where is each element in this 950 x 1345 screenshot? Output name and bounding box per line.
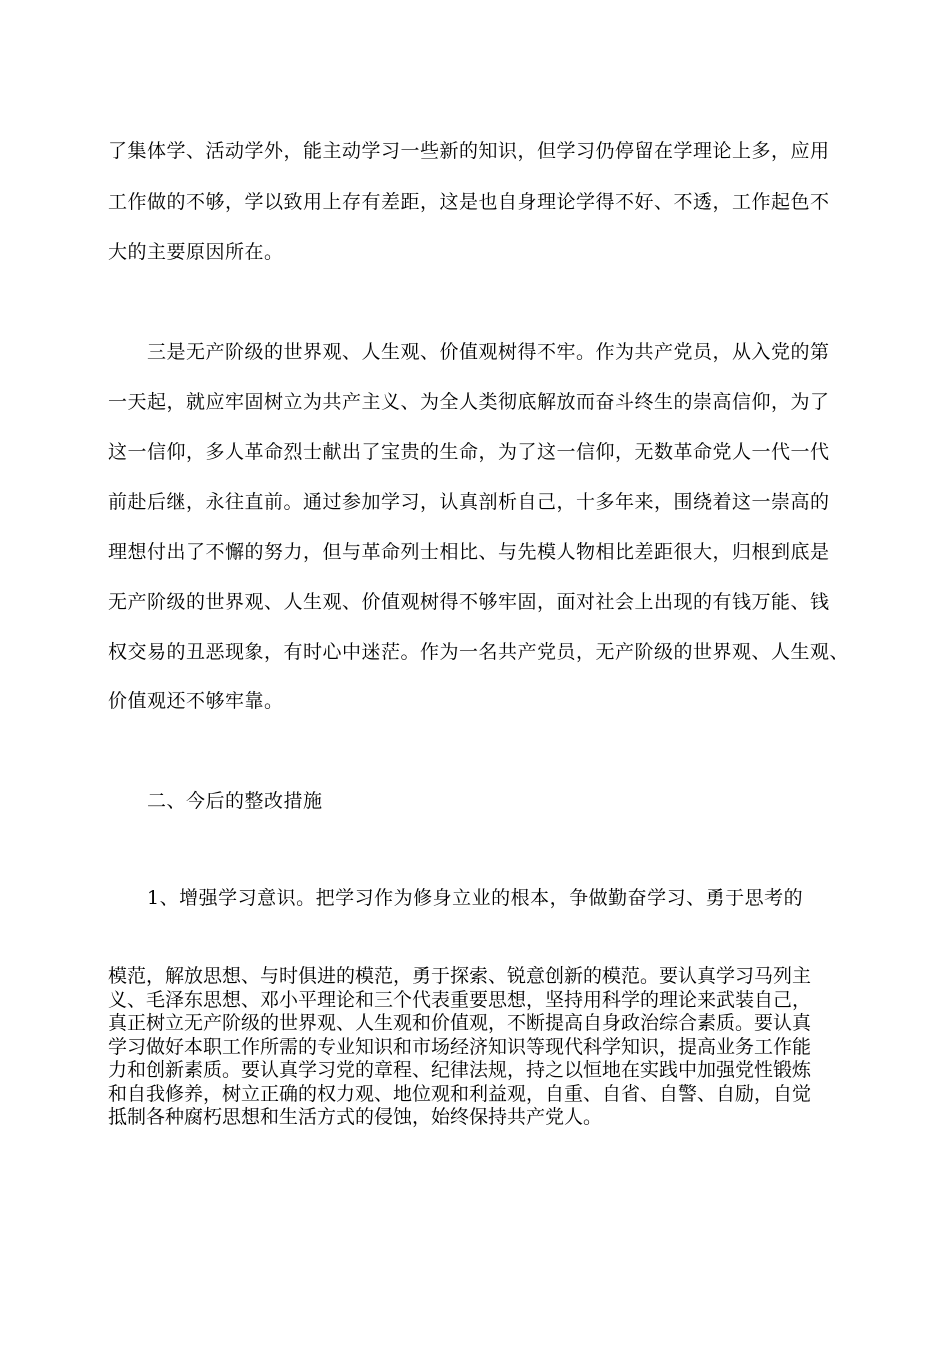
paragraph-line: 工作做的不够，学以致用上存有差距，这是也自身理论学得不好、不透，工作起色不 <box>108 191 830 213</box>
paragraph-line: 义、毛泽东思想、邓小平理论和三个代表重要思想，坚持用科学的理论来武装自己， <box>108 989 812 1011</box>
paragraph-line: 真正树立无产阶级的世界观、人生观和价值观，不断提高自身政治综合素质。要认真 <box>108 1012 812 1034</box>
paragraph-line: 一天起，就应牢固树立为共产主义、为全人类彻底解放而奋斗终生的崇高信仰，为了 <box>108 391 830 413</box>
paragraph-line: 了集体学、活动学外，能主动学习一些新的知识，但学习仍停留在学理论上多，应用 <box>108 140 830 162</box>
paragraph-line: 权交易的丑恶现象，有时心中迷茫。作为一名共产党员，无产阶级的世界观、人生观、 <box>108 641 850 663</box>
paragraph-line: 力和创新素质。要认真学习党的章程、纪律法规，持之以恒地在实践中加强党性锻炼 <box>108 1059 812 1081</box>
paragraph-line: 这一信仰，多人革命烈士献出了宝贵的生命，为了这一信仰，无数革命党人一代一代 <box>108 441 830 463</box>
paragraph-line: 学习做好本职工作所需的专业知识和市场经济知识等现代科学知识，提高业务工作能 <box>108 1036 812 1058</box>
paragraph-line: 理想付出了不懈的努力，但与革命列士相比、与先模人物相比差距很大，归根到底是 <box>108 541 830 563</box>
paragraph-line: 大的主要原因所在。 <box>108 241 284 263</box>
paragraph-line: 无产阶级的世界观、人生观、价值观树得不够牢固，面对社会上出现的有钱万能、钱 <box>108 591 830 613</box>
paragraph-line: 三是无产阶级的世界观、人生观、价值观树得不牢。作为共产党员，从入党的第 <box>147 341 830 363</box>
paragraph-line: 和自我修养，树立正确的权力观、地位观和利益观，自重、自省、自警、自励，自觉 <box>108 1083 812 1105</box>
paragraph-line: 抵制各种腐朽思想和生活方式的侵蚀，始终保持共产党人。 <box>108 1106 603 1128</box>
paragraph-line: 模范，解放思想、与时俱进的模范，勇于探索、锐意创新的模范。要认真学习马列主 <box>108 965 812 987</box>
section-heading: 二、今后的整改措施 <box>147 790 323 812</box>
list-item-1: 1、增强学习意识。把学习作为修身立业的根本，争做勤奋学习、勇于思考的 <box>147 887 804 909</box>
paragraph-line: 价值观还不够牢靠。 <box>108 690 284 712</box>
paragraph-line: 前赴后继，永往直前。通过参加学习，认真剖析自己，十多年来，围绕着这一崇高的 <box>108 491 830 513</box>
